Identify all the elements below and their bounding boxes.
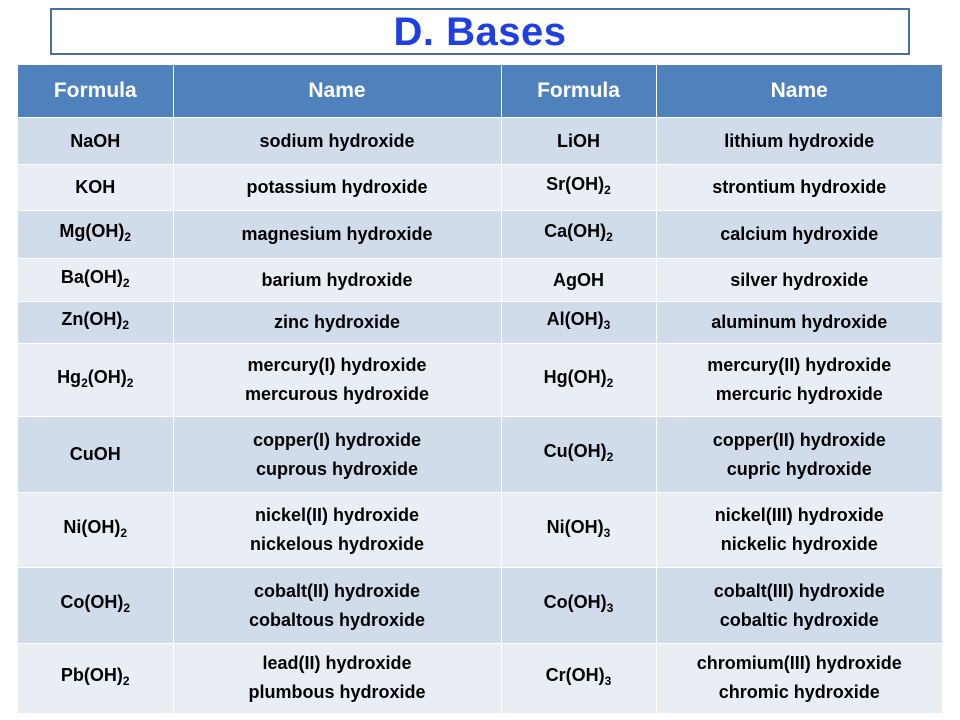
name-cell-2 <box>656 118 942 165</box>
formula-cell-2 <box>501 259 656 302</box>
formula-cell-2 <box>501 165 656 211</box>
formula-cell-1 <box>18 211 173 259</box>
name-cell-1 <box>173 493 501 568</box>
name-cell-2 <box>656 211 942 259</box>
formula-text: Sr(OH) <box>546 174 605 194</box>
formula-text: AgOH <box>553 269 604 290</box>
formula-subscript: 2 <box>123 601 131 615</box>
name-cell-2 <box>656 493 942 568</box>
formula-cell-2 <box>501 118 656 165</box>
formula-subscript: 2 <box>122 673 130 688</box>
header-name-2: Name <box>656 65 942 118</box>
formula-cell-2 <box>501 644 656 713</box>
name-line: mercurous hydroxide <box>244 384 430 404</box>
formula-text: (OH) <box>87 366 127 387</box>
formula-subscript: 2 <box>606 375 614 390</box>
formula-cell-2 <box>501 417 656 493</box>
formula-cell-1 <box>18 259 173 302</box>
name-line: chromium(III) hydroxide <box>696 653 902 674</box>
formula-subscript: 3 <box>603 318 611 332</box>
formula-text: Ca(OH) <box>544 221 607 241</box>
table-row <box>18 211 942 259</box>
formula-subscript: 3 <box>604 673 612 688</box>
formula-text: CuOH <box>69 444 121 464</box>
formula-text: Pb(OH) <box>60 664 123 685</box>
formula-text: KOH <box>75 177 116 197</box>
formula-cell-1 <box>18 165 173 211</box>
page-title: D. Bases <box>393 9 567 54</box>
formula-subscript: 2 <box>606 450 614 464</box>
formula-subscript: 2 <box>604 183 611 197</box>
formula-cell-1 <box>18 344 173 417</box>
name-line: cobalt(II) hydroxide <box>253 580 421 601</box>
name-cell-1 <box>173 302 501 344</box>
formula-cell-1 <box>18 302 173 344</box>
name-cell-2 <box>656 568 942 644</box>
formula-text: LiOH <box>557 130 600 151</box>
formula-subscript: 2 <box>122 318 130 332</box>
name-cell-2 <box>656 259 942 302</box>
name-cell-2 <box>656 302 942 344</box>
formula-subscript: 3 <box>603 525 611 540</box>
formula-cell-1 <box>18 118 173 165</box>
name-line: copper(II) hydroxide <box>712 429 886 450</box>
formula-text: Cu(OH) <box>543 441 607 461</box>
formula-cell-2 <box>501 568 656 644</box>
table-row <box>18 259 942 302</box>
table-row <box>18 568 942 644</box>
name-line: mercuric hydroxide <box>715 384 883 404</box>
name-cell-1 <box>173 118 501 165</box>
formula-subscript: 2 <box>126 375 134 390</box>
name-cell-1 <box>173 417 501 493</box>
formula-subscript: 2 <box>122 275 130 290</box>
name-line: copper(I) hydroxide <box>252 429 422 450</box>
formula-text: Cr(OH) <box>545 664 605 685</box>
name-line: lithium hydroxide <box>724 130 875 151</box>
formula-cell-2 <box>501 493 656 568</box>
header-name-1: Name <box>173 65 501 118</box>
name-cell-2 <box>656 417 942 493</box>
formula-text: Co(OH) <box>543 592 607 612</box>
formula-text: Hg(OH) <box>543 366 607 387</box>
name-line: nickel(III) hydroxide <box>714 505 884 525</box>
name-line: cobaltous hydroxide <box>248 609 426 630</box>
name-cell-2 <box>656 644 942 713</box>
name-line: barium hydroxide <box>261 269 413 290</box>
table-row <box>18 344 942 417</box>
formula-cell-2 <box>501 211 656 259</box>
table-row <box>18 417 942 493</box>
header-formula-1: Formula <box>18 65 173 118</box>
formula-cell-1 <box>18 417 173 493</box>
formula-text: Co(OH) <box>60 592 124 612</box>
name-line: silver hydroxide <box>730 269 869 290</box>
table-header <box>18 65 942 118</box>
table-row <box>18 302 942 344</box>
formula-subscript: 2 <box>81 375 88 390</box>
name-line: lead(II) hydroxide <box>262 653 412 674</box>
title-box <box>50 8 910 55</box>
table-row <box>18 118 942 165</box>
name-line: cobalt(III) hydroxide <box>713 580 885 601</box>
name-line: zinc hydroxide <box>273 312 401 332</box>
name-cell-1 <box>173 211 501 259</box>
name-cell-1 <box>173 644 501 713</box>
table-row <box>18 493 942 568</box>
formula-subscript: 2 <box>606 230 613 244</box>
formula-cell-1 <box>18 493 173 568</box>
name-cell-1 <box>173 165 501 211</box>
formula-subscript: 3 <box>606 601 614 615</box>
name-line: nickel(II) hydroxide <box>254 505 420 525</box>
name-line: nickelous hydroxide <box>249 534 425 554</box>
header-formula-2: Formula <box>501 65 656 118</box>
formula-cell-1 <box>18 644 173 713</box>
table-row <box>18 644 942 713</box>
formula-text: Zn(OH) <box>61 309 123 329</box>
bases-table-container <box>18 65 942 713</box>
name-cell-1 <box>173 344 501 417</box>
formula-cell-2 <box>501 302 656 344</box>
name-line: plumbous hydroxide <box>248 682 426 703</box>
name-line: cuprous hydroxide <box>255 458 419 479</box>
table-body <box>18 118 942 713</box>
formula-text: Ba(OH) <box>60 266 123 287</box>
formula-text: Ni(OH) <box>63 516 121 537</box>
name-line: mercury(II) hydroxide <box>707 355 892 375</box>
header-row <box>18 65 942 118</box>
name-line: cupric hydroxide <box>726 458 872 479</box>
formula-subscript: 2 <box>120 525 128 540</box>
formula-text: Mg(OH) <box>59 221 125 241</box>
name-line: cobaltic hydroxide <box>719 609 879 630</box>
name-line: strontium hydroxide <box>712 177 887 197</box>
name-cell-1 <box>173 259 501 302</box>
name-line: nickelic hydroxide <box>720 534 878 554</box>
name-line: sodium hydroxide <box>259 130 415 151</box>
formula-cell-1 <box>18 568 173 644</box>
name-cell-2 <box>656 165 942 211</box>
formula-text: Al(OH) <box>546 309 604 329</box>
name-line: mercury(I) hydroxide <box>247 355 427 375</box>
formula-text: Hg <box>57 366 82 387</box>
formula-text: Ni(OH) <box>546 516 604 537</box>
name-cell-1 <box>173 568 501 644</box>
name-line: magnesium hydroxide <box>241 224 433 244</box>
name-line: potassium hydroxide <box>246 177 428 197</box>
name-line: calcium hydroxide <box>720 224 879 244</box>
name-cell-2 <box>656 344 942 417</box>
formula-text: NaOH <box>70 130 121 151</box>
name-line: aluminum hydroxide <box>711 312 888 332</box>
name-line: chromic hydroxide <box>718 682 880 703</box>
table-row <box>18 165 942 211</box>
formula-cell-2 <box>501 344 656 417</box>
formula-subscript: 2 <box>124 230 132 244</box>
bases-table <box>18 65 942 713</box>
